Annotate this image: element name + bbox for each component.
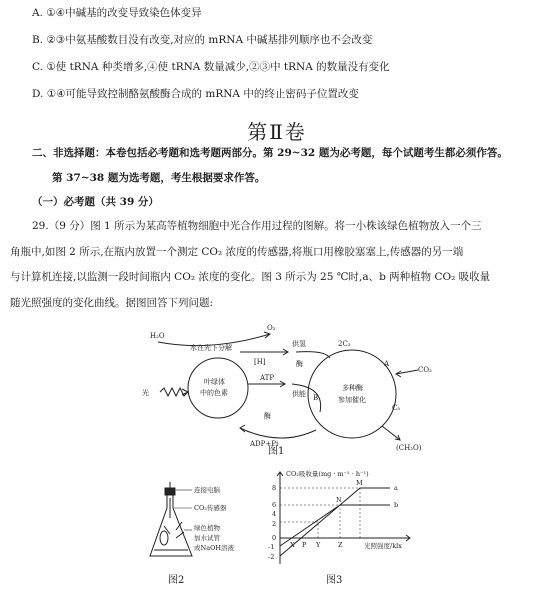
section-intro-line2: 第 37~38 题为选考题，考生根据要求作答。 — [52, 172, 266, 184]
q29-line1: 29.（9 分）图 1 所示为某高等植物细胞中光合作用过程的图解。将一小株该绿色植物放入一个三 — [32, 220, 482, 232]
fig3-xlabel: 光照强度/klx — [364, 542, 402, 550]
fig1-a: A — [384, 360, 390, 368]
figure3-graph — [268, 468, 418, 568]
fig3-ytick-2: 2 — [272, 520, 277, 528]
fig3-series-b: b — [394, 501, 399, 509]
fig1-adp: ADP+Pi — [250, 440, 279, 448]
figure2-diagram — [140, 478, 260, 568]
fig2-label2: CO₂传感器 — [194, 504, 227, 512]
fig1-enzyme: 酶 — [296, 360, 303, 368]
q29-line2: 角瓶中,如图 2 所示,在瓶内放置一个测定 CO₂ 浓度的传感器,将瓶口用橡胶塞塞上,传感器的另一端 — [10, 246, 464, 258]
fig1-multi2: 参加催化 — [338, 396, 366, 404]
fig3-ytick-8: 8 — [272, 484, 277, 492]
fig3-point-x: X — [290, 541, 295, 549]
fig1-c5: C₅ — [392, 404, 401, 412]
fig1-light: 光 — [142, 389, 149, 397]
fig3-ytick-0: 0 — [272, 534, 277, 542]
fig1-b: B — [313, 394, 319, 402]
fig3-point-y: Y — [316, 541, 321, 549]
figure2-caption: 图2 — [168, 575, 185, 586]
fig2-label4: 加水试管 — [194, 534, 220, 542]
option-a: A. ①④中碱基的改变导致染色体变异 — [32, 7, 202, 19]
fig2-label1: 连接电脑 — [194, 486, 220, 494]
figure1-diagram — [120, 322, 440, 462]
fig3-ylabel: CO₂吸收量(mg · m⁻² · h⁻¹) — [286, 470, 369, 478]
fig1-o2: O₂ — [267, 324, 276, 332]
fig1-pigment1: 叶绿体 — [204, 378, 225, 386]
fig1-ch2o: (CH₂O) — [396, 444, 422, 452]
q29-line4: 随光照强度的变化曲线。据图回答下列问题: — [10, 297, 214, 309]
fig3-ytick-neg1: -1 — [268, 543, 275, 551]
fig3-series-a: a — [394, 484, 398, 492]
fig1-pigment2: 中的色素 — [200, 389, 228, 397]
fig1-split: 水在光下分解 — [190, 344, 232, 352]
fig2-label3: 绿色植物 — [194, 524, 220, 532]
figure1-caption: 图1 — [268, 446, 285, 457]
fig1-h2o: H₂O — [150, 332, 165, 340]
fig3-point-m: M — [356, 479, 363, 487]
option-b: B. ②③中氨基酸数目没有改变,对应的 mRNA 中碱基排列顺序也不会改变 — [32, 34, 373, 46]
fig1-h: [H] — [254, 358, 266, 366]
subsection-heading: （一）必考题（共 39 分） — [32, 196, 159, 208]
option-d: D. ①④可能导致控制酪氨酸酶合成的 mRNA 中的终止密码子位置改变 — [32, 88, 359, 100]
section-intro-line1: 二、非选择题：本卷包括必考题和选考题两部分。第 29~32 题为必考题，每个试题考生都必须作答。 — [32, 147, 508, 159]
fig1-c3: 2C₃ — [338, 340, 351, 348]
fig3-point-z: Z — [338, 541, 343, 549]
fig1-enzyme2: 酶 — [264, 412, 271, 420]
fig3-point-n: N — [336, 496, 342, 504]
fig1-supply-h: 供氢 — [292, 340, 306, 348]
figure3-caption: 图3 — [326, 575, 343, 586]
q29-line3: 与计算机连接,以监测一段时间瓶内 CO₂ 浓度的变化。图 3 所示为 25 ℃时,a、b 两种植物 CO₂ 吸收量 — [10, 271, 491, 283]
fig1-atp: ATP — [260, 374, 275, 382]
fig3-ytick-4: 4 — [272, 510, 277, 518]
fig3-ytick-neg2: -2 — [268, 553, 275, 561]
fig1-multi1: 多种酶 — [342, 384, 363, 392]
fig1-co2: CO₂ — [418, 366, 432, 374]
section-title: 第Ⅱ卷 — [247, 120, 307, 144]
option-c: C. ①使 tRNA 种类增多,④使 tRNA 数量减少,②③中 tRNA 的数量没有变化 — [32, 61, 390, 73]
fig3-point-p: P — [302, 541, 307, 549]
fig1-supply-e: 供能 — [292, 390, 306, 398]
fig3-ytick-6: 6 — [272, 501, 277, 509]
fig2-label5: 或NaOH溶液 — [194, 544, 235, 552]
